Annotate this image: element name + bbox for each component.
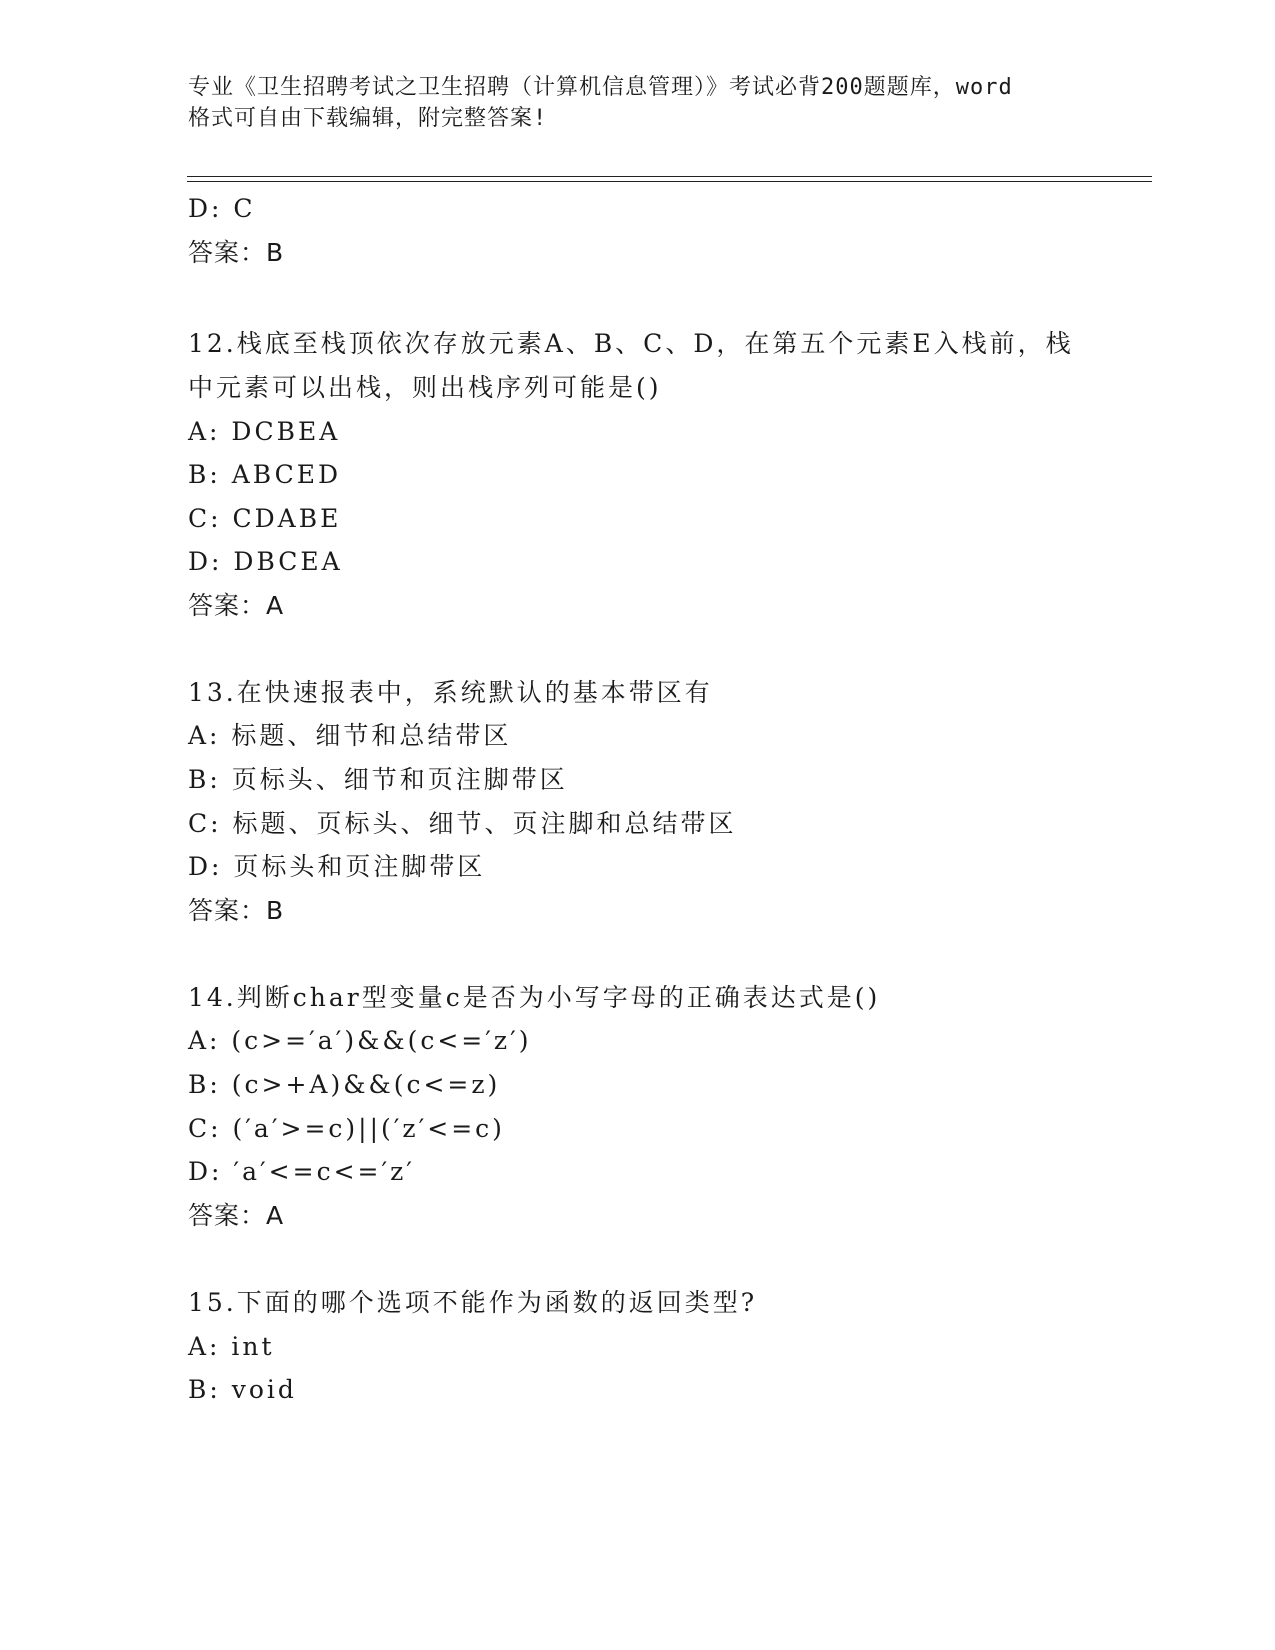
header-line-1: 专业《卫生招聘考试之卫生招聘（计算机信息管理）》考试必背200题题库，word xyxy=(188,75,1013,100)
header-rule-top xyxy=(187,176,1152,177)
q13-option-a: A: 标题、细节和总结带区 xyxy=(188,721,512,750)
q12-option-c: C: CDABE xyxy=(188,504,342,533)
q12-option-a: A: DCBEA xyxy=(188,417,341,446)
q14-option-b: B: (c>+A)&&(c<=z) xyxy=(188,1070,501,1099)
header-rule-bottom xyxy=(187,181,1152,182)
prev-option-d: D: C xyxy=(188,194,256,223)
q13-option-b: B: 页标头、细节和页注脚带区 xyxy=(188,765,568,794)
q14-option-a: A: (c>=′a′)&&(c<=′z′) xyxy=(188,1026,532,1055)
q13-option-c: C: 标题、页标头、细节、页注脚和总结带区 xyxy=(188,809,737,838)
q15-stem: 15.下面的哪个选项不能作为函数的返回类型? xyxy=(188,1288,758,1317)
q12-stem-line-2: 中元素可以出栈，则出栈序列可能是() xyxy=(188,373,662,402)
q12-stem-line-1: 12.栈底至栈顶依次存放元素A、B、C、D，在第五个元素E入栈前，栈 xyxy=(188,329,1074,358)
q13-stem: 13.在快速报表中，系统默认的基本带区有 xyxy=(188,678,713,707)
q14-answer: 答案：A xyxy=(188,1201,285,1230)
q12-option-b: B: ABCED xyxy=(188,460,342,489)
q14-option-c: C: (′a′>=c)||(′z′<=c) xyxy=(188,1114,505,1143)
q14-stem: 14.判断char型变量c是否为小写字母的正确表达式是() xyxy=(188,983,881,1012)
q14-option-d: D: ′a′<=c<=′z′ xyxy=(188,1157,415,1186)
q12-answer: 答案：A xyxy=(188,591,285,620)
q15-option-b: B: void xyxy=(188,1375,297,1404)
q15-option-a: A: int xyxy=(188,1332,275,1361)
header-line-2: 格式可自由下载编辑，附完整答案! xyxy=(188,106,548,131)
q13-option-d: D: 页标头和页注脚带区 xyxy=(188,852,486,881)
q13-answer: 答案：B xyxy=(188,896,285,925)
q12-option-d: D: DBCEA xyxy=(188,547,343,576)
prev-answer: 答案：B xyxy=(188,238,285,267)
